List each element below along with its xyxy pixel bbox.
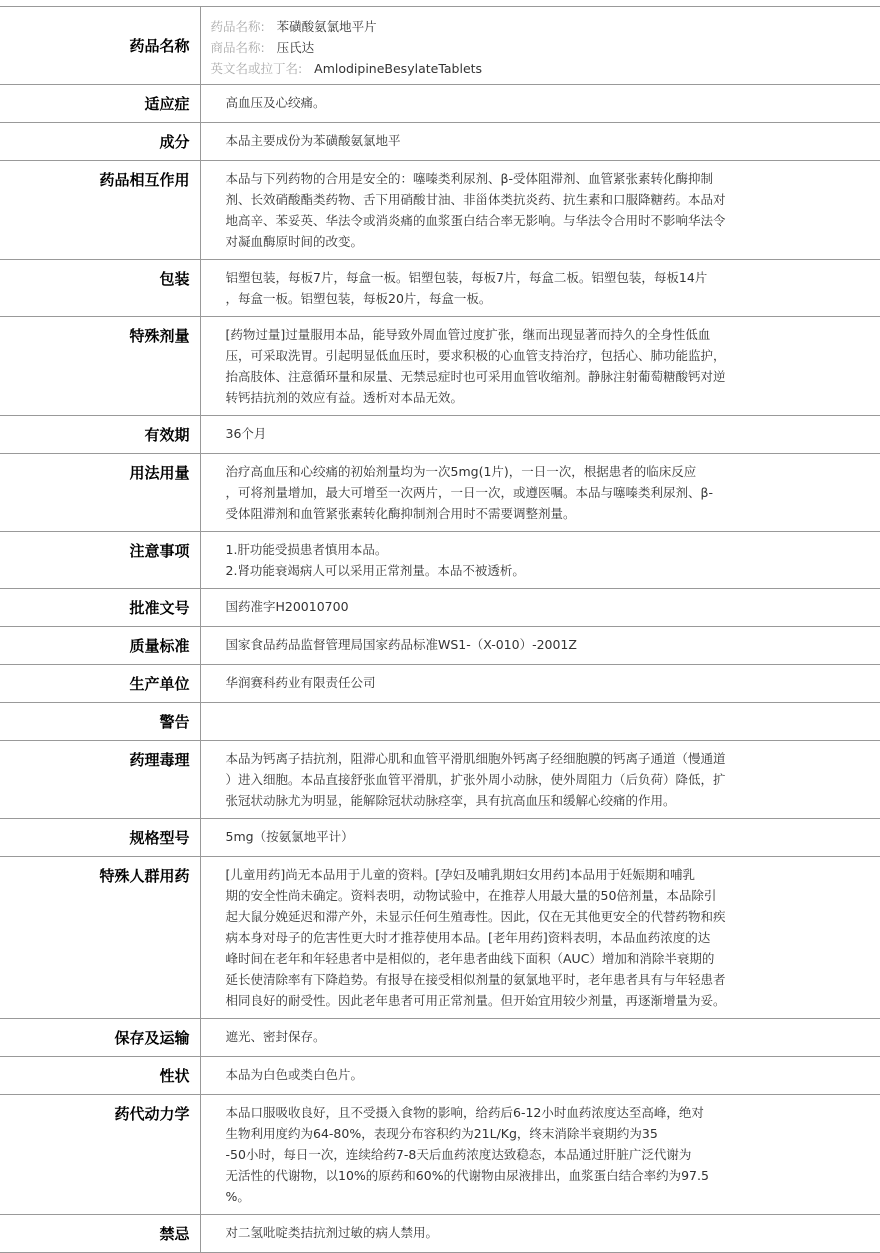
row-label: 规格型号 [0,819,200,857]
text-line: 压，可采取洗胃。引起明显低血压时，要求积极的心血管支持治疗，包括心、肺功能监护， [225,348,726,363]
row-label: 特殊人群用药 [0,857,200,1019]
row-value [200,454,880,532]
row-label: 适应症 [0,85,200,123]
text-line: -50小时，每日一次，连续给药7-8天后血药浓度达致稳态，本品通过肝脏广泛代谢为 [225,1147,692,1162]
row-label: 特殊剂量 [0,317,200,416]
text-line: 抬高肢体、注意循环量和尿量、无禁忌症时也可采用血管收缩剂。静脉注射葡萄糖酸钙对逆 [225,369,726,384]
text-line: 地高辛、苯妥英、华法令或消炎痛的血浆蛋白结合率无影响。与华法令合用时不影响华法令 [225,213,726,228]
table-row [0,123,880,161]
text-line: 2.肾功能衰竭病人可以采用正常剂量。本品不被透析。 [225,563,525,578]
text-line: 对凝血酶原时间的改变。 [225,234,364,249]
text-line: 高血压及心绞痛。 [225,95,326,110]
row-label: 药品相互作用 [0,161,200,260]
row-label: 药品名称 [0,7,200,85]
text-line: 剂、长效硝酸酯类药物、舌下用硝酸甘油、非甾体类抗炎药、抗生素和口服降糖药。本品对 [225,192,726,207]
table-row [0,857,880,1019]
text-line: 期的安全性尚未确定。资料表明，动物试验中，在推荐人用最大量的50倍剂量，本品除引 [225,888,717,903]
table-row [0,317,880,416]
table-row [0,1057,880,1095]
table-row [0,454,880,532]
table-row [0,416,880,454]
row-drug-name [0,7,880,85]
text-line: 延长使清除率有下降趋势。有报导在接受相似剂量的氨氯地平时，老年患者具有与年轻患者 [225,972,726,987]
table-row [0,819,880,857]
text-line: 生物利用度约为64-80%，表现分布容积约为21L/Kg，终末消除半衰期约为35 [225,1126,658,1141]
row-label: 警告 [0,703,200,741]
row-value [200,1215,880,1253]
text-line: 本品口服吸收良好，且不受摄入食物的影响，给药后6-12小时血药浓度达至高峰，绝对 [225,1105,704,1120]
row-value [200,317,880,416]
row-value [200,7,880,85]
generic-name-key: 药品名称: [210,19,265,34]
row-value [200,1057,880,1095]
row-value [200,85,880,123]
drug-info-table [0,6,880,1253]
row-label: 批准文号 [0,589,200,627]
row-value [200,857,880,1019]
table-row [0,589,880,627]
text-line: 治疗高血压和心绞痛的初始剂量均为一次5mg(1片)，一日一次，根据患者的临床反应 [225,464,697,479]
text-line: 本品主要成份为苯磺酸氨氯地平 [225,133,401,148]
text-line: %。 [225,1189,250,1204]
table-row [0,1215,880,1253]
table-row [0,85,880,123]
table-row [0,703,880,741]
table-row [0,1019,880,1057]
row-value [200,260,880,317]
row-value [200,589,880,627]
text-line: ，可将剂量增加，最大可增至一次两片，一日一次，或遵医嘱。本品与噻嗪类利尿剂、β- [225,485,713,500]
table-row [0,532,880,589]
table-row [0,161,880,260]
text-line: 国家食品药品监督管理局国家药品标准WS1-（X-010）-2001Z [225,637,577,652]
row-label: 包装 [0,260,200,317]
trade-name-key: 商品名称: [210,40,265,55]
row-value [200,1095,880,1215]
text-line: 遮光、密封保存。 [225,1029,326,1044]
row-value [200,1019,880,1057]
row-label: 质量标准 [0,627,200,665]
text-line: 无活性的代谢物，以10%的原药和60%的代谢物由尿液排出，血浆蛋白结合率约为97.5 [225,1168,709,1183]
text-line: 张冠状动脉尤为明显，能解除冠状动脉痉挛，具有抗高血压和缓解心绞痛的作用。 [225,793,676,808]
row-value [200,703,880,741]
text-line: 铝塑包装，每板7片，每盒一板。铝塑包装，每板7片，每盒二板。铝塑包装，每板14片 [225,270,708,285]
text-line: 本品为钙离子拮抗剂，阻滞心肌和血管平滑肌细胞外钙离子经细胞膜的钙离子通道（慢通道 [225,751,726,766]
english-name-key: 英文名或拉丁名: [210,61,303,76]
row-value [200,741,880,819]
generic-name-value: 苯磺酸氨氯地平片 [276,19,377,34]
text-line: 起大鼠分娩延迟和滞产外，未显示任何生殖毒性。因此，仅在无其他更安全的代替药物和疾 [225,909,726,924]
table-row [0,1095,880,1215]
table-row [0,260,880,317]
text-line: 相同良好的耐受性。因此老年患者可用正常剂量。但开始宜用较少剂量，再逐渐增量为妥。 [225,993,726,1008]
row-label: 生产单位 [0,665,200,703]
row-label: 药理毒理 [0,741,200,819]
text-line: 本品为白色或类白色片。 [225,1067,364,1082]
text-line: [儿童用药]尚无本品用于儿童的资料。[孕妇及哺乳期妇女用药]本品用于妊娠期和哺乳 [225,867,696,882]
row-label: 用法用量 [0,454,200,532]
row-label: 禁忌 [0,1215,200,1253]
table-row [0,627,880,665]
text-line: [药物过量]过量服用本品，能导致外周血管过度扩张，继而出现显著而持久的全身性低血 [225,327,711,342]
text-line: 受体阻滞剂和血管紧张素转化酶抑制剂合用时不需要调整剂量。 [225,506,576,521]
text-line: 峰时间在老年和年轻患者中是相似的，老年患者曲线下面积（AUC）增加和消除半衰期的 [225,951,715,966]
row-label: 成分 [0,123,200,161]
row-label: 保存及运输 [0,1019,200,1057]
text-line: ，每盒一板。铝塑包装，每板20片，每盒一板。 [225,291,492,306]
text-line: 对二氢吡啶类拮抗剂过敏的病人禁用。 [225,1225,439,1240]
text-line: 36个月 [225,426,267,441]
row-value [200,532,880,589]
row-label: 有效期 [0,416,200,454]
text-line: 1.肝功能受损患者慎用本品。 [225,542,388,557]
text-line: 转钙拮抗剂的效应有益。透析对本品无效。 [225,390,464,405]
text-line: 5mg（按氨氯地平计） [225,829,354,844]
table-row [0,741,880,819]
text-line: 病本身对母子的危害性更大时才推荐使用本品。[老年用药]资料表明，本品血药浓度的达 [225,930,711,945]
text-line: 国药准字H20010700 [225,599,349,614]
text-line [226,710,861,731]
row-value [200,161,880,260]
text-line: ）进入细胞。本品直接舒张血管平滑肌，扩张外周小动脉，使外周阻力（后负荷）降低，扩 [225,772,726,787]
row-label: 药代动力学 [0,1095,200,1215]
english-name-value: AmlodipineBesylateTablets [314,61,483,76]
row-label: 性状 [0,1057,200,1095]
text-line: 本品与下列药物的合用是安全的：噻嗪类利尿剂、β-受体阻滞剂、血管紧张素转化酶抑制 [225,171,713,186]
row-value [200,416,880,454]
row-value [200,123,880,161]
row-value [200,665,880,703]
row-value [200,819,880,857]
row-label: 注意事项 [0,532,200,589]
table-row [0,665,880,703]
trade-name-value: 压氏达 [276,40,315,55]
text-line: 华润赛科药业有限责任公司 [225,675,376,690]
row-value [200,627,880,665]
